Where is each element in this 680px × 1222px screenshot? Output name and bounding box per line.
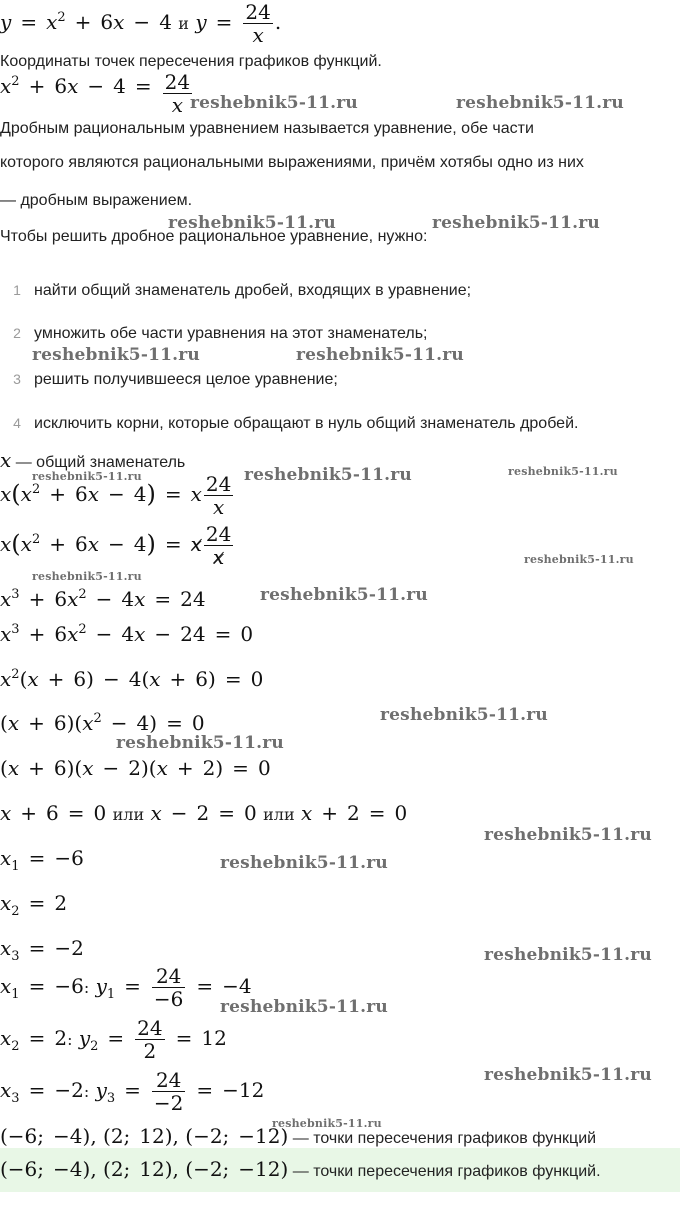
theory-line-2: которого являются рациональными выражениями, причём хотябы одно из них (0, 154, 584, 171)
roots-cases: x + 6 = 0 или x − 2 = 0 или x + 2 = 0 (0, 801, 408, 825)
factor-step: $(x + 6)(x^2 - 4) = 0$ (0, 711, 205, 735)
y3-calc: $x_3 = -2$: $y_3$ = $\frac{24}{-2}$ = −12 (0, 1068, 265, 1115)
watermark: reshebnik5-11.ru (296, 345, 464, 365)
watermark: reshebnik5-11.ru (432, 213, 600, 233)
theory-line-4: Чтобы решить дробное рациональное уравнение, нужно: (0, 228, 428, 245)
cancel-step: $x(x^2 + 6x - 4) = x$ $\frac{24}{x}$ (0, 522, 232, 569)
cubic-zero: $x^3 + 6x^2 - 4x - 24 = 0$ (0, 622, 254, 646)
watermark: reshebnik5-11.ru (484, 825, 652, 845)
watermark: reshebnik5-11.ru (32, 570, 142, 583)
watermark: reshebnik5-11.ru (116, 733, 284, 753)
cubic-equation: $x^3 + 6x^2 - 4x = 24$ (0, 587, 206, 611)
coords-heading: Координаты точек пересечения графиков функций. (0, 53, 382, 70)
watermark: reshebnik5-11.ru (32, 470, 142, 483)
theory-line-1: Дробным рациональным уравнением называется уравнение, обе части (0, 120, 534, 137)
watermark: reshebnik5-11.ru (190, 93, 358, 113)
watermark: reshebnik5-11.ru (456, 93, 624, 113)
watermark: reshebnik5-11.ru (260, 585, 428, 605)
list-number: 4 (13, 415, 21, 431)
watermark: reshebnik5-11.ru (524, 553, 634, 566)
list-item: 3 решить получившееся целое уравнение; (0, 372, 338, 388)
list-number: 1 (13, 282, 21, 298)
watermark: reshebnik5-11.ru (508, 465, 618, 478)
theory-line-3: — дробным выражением. (0, 192, 193, 209)
full-factor-step: (x + 6)(x − 2)(x + 2) = 0 (0, 756, 271, 780)
watermark: reshebnik5-11.ru (484, 945, 652, 965)
list-number: 2 (13, 325, 21, 341)
watermark: reshebnik5-11.ru (380, 705, 548, 725)
grouping-step: $x^2(x + 6) - 4(x + 6) = 0$ (0, 667, 264, 691)
watermark: reshebnik5-11.ru (272, 1117, 382, 1130)
y2-calc: $x_2 = 2$: $y_2$ = $\frac{24}{2}$ = 12 (0, 1016, 227, 1063)
given-functions: $y = x^2 + 6x - 4$ и y = $\frac{24}{x}$ . (0, 0, 282, 47)
watermark: reshebnik5-11.ru (168, 213, 336, 233)
watermark: reshebnik5-11.ru (220, 997, 388, 1017)
equation-setup: $x^2 + 6x - 4$ = $\frac{24}{x}$ (0, 70, 191, 117)
answer-line: (−6; −4), (2; 12), (−2; −12) — точки пересечения графиков функций. (0, 1157, 601, 1181)
root-x2: $x_2 = 2$ (0, 891, 68, 919)
root-x3: $x_3 = -2$ (0, 936, 84, 964)
fraction-24-over-x: $\frac{24}{x}$ (245, 0, 271, 47)
intersection-points: (−6; −4), (2; 12), (−2; −12) — точки пересечения графиков функций (0, 1124, 597, 1148)
root-x1: $x_1 = -6$ (0, 846, 84, 874)
list-item: 1 найти общий знаменатель дробей, входящих в уравнение; (0, 283, 471, 299)
watermark: reshebnik5-11.ru (244, 465, 412, 485)
common-denominator-line: x — общий знаменатель (0, 448, 186, 472)
multiply-step: $x(x^2 + 6x - 4) = x$ $\frac{24}{x}$ (0, 472, 232, 519)
y1-calc: $x_1 = -6$: $y_1$ = $\frac{24}{-6}$ = −4 (0, 964, 252, 1011)
watermark: reshebnik5-11.ru (484, 1065, 652, 1085)
watermark: reshebnik5-11.ru (32, 345, 200, 365)
watermark: reshebnik5-11.ru (220, 853, 388, 873)
list-item: 4 исключить корни, которые обращают в нуль общий знаменатель дробей. (0, 416, 578, 432)
list-item: 2 умножить обе части уравнения на этот знаменатель; (0, 326, 427, 342)
and-word: и (178, 14, 189, 33)
list-number: 3 (13, 371, 21, 387)
